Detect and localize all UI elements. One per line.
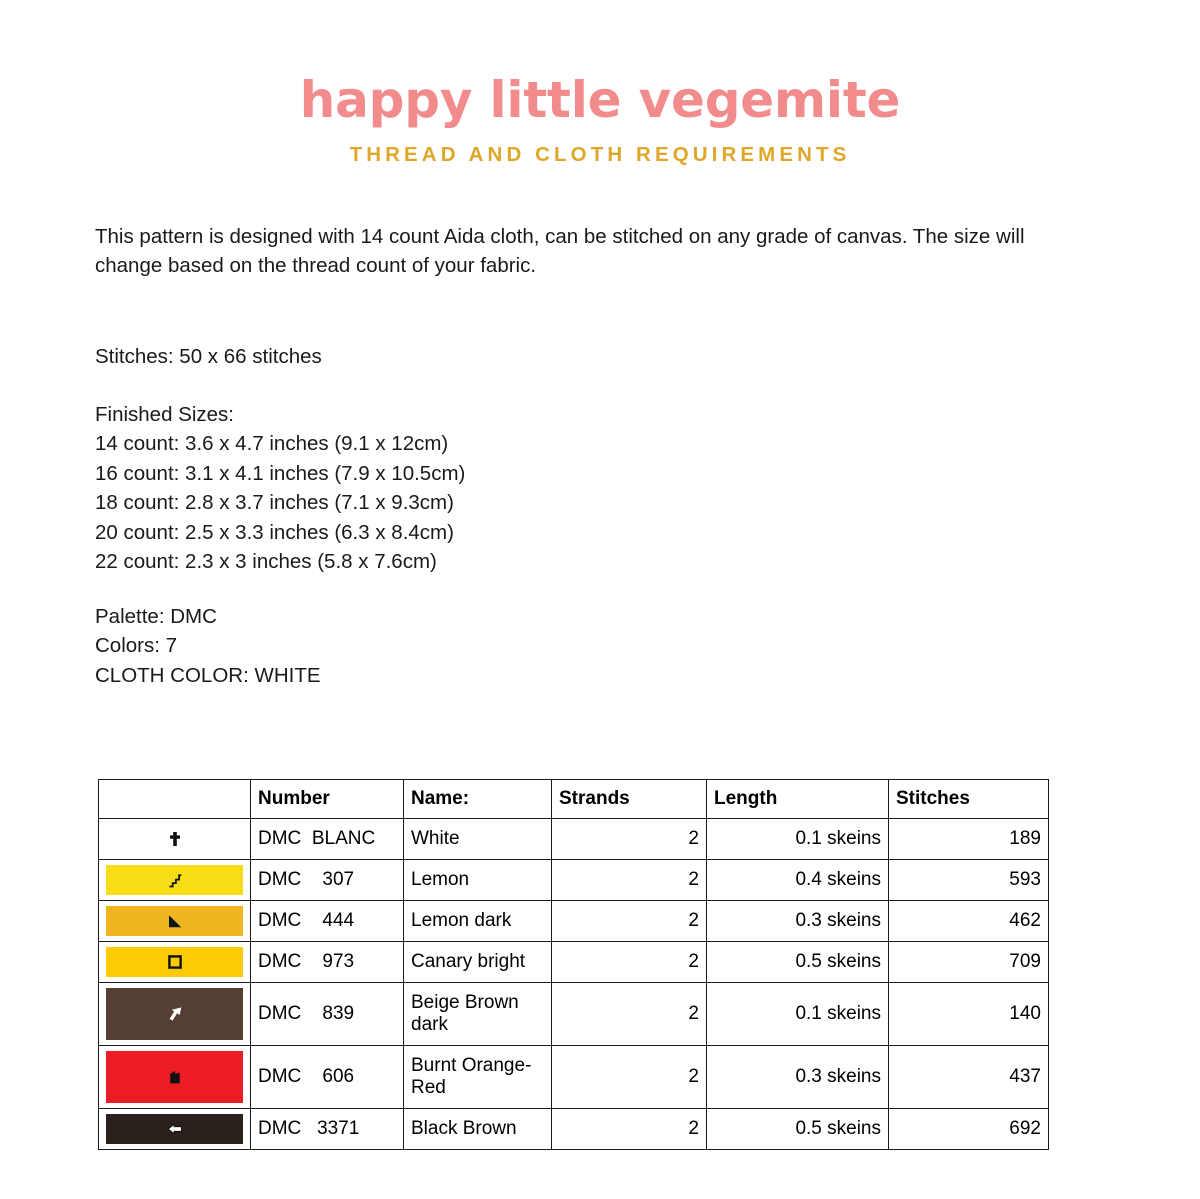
color-swatch <box>106 824 243 854</box>
cell-stitches: 437 <box>889 1046 1049 1109</box>
finished-sizes-label: Finished Sizes: <box>95 403 235 426</box>
column-header-length: Length <box>707 780 889 819</box>
arrow-up-right-symbol <box>166 1005 184 1023</box>
color-swatch <box>106 1114 243 1144</box>
thread-swatch-cell <box>99 1109 251 1150</box>
cell-strands: 2 <box>552 983 707 1046</box>
cell-strands: 2 <box>552 819 707 860</box>
cell-name: Lemon <box>404 860 552 901</box>
cell-length: 0.1 skeins <box>707 819 889 860</box>
cell-stitches: 709 <box>889 942 1049 983</box>
stitch-count-block <box>95 342 1085 371</box>
palette-info-block <box>95 602 1085 690</box>
finished-size-14: 14 count: 3.6 x 4.7 inches (9.1 x 12cm) <box>95 432 449 456</box>
cloth-color-text: CLOTH COLOR: WHITE <box>95 663 321 687</box>
thread-swatch-cell <box>99 1046 251 1109</box>
cell-length: 0.3 skeins <box>707 901 889 942</box>
document-header <box>0 0 1200 167</box>
thread-requirements-table <box>98 779 1049 1150</box>
arrow-left-symbol <box>166 1120 184 1138</box>
thread-swatch-cell <box>99 901 251 942</box>
cell-number: DMC 3371 <box>251 1109 404 1150</box>
staircase-symbol <box>166 871 184 889</box>
thread-swatch-cell <box>99 983 251 1046</box>
thread-swatch-cell <box>99 942 251 983</box>
table-header-row <box>99 780 1049 819</box>
cell-stitches: 692 <box>889 1109 1049 1150</box>
cell-number: DMC 973 <box>251 942 404 983</box>
table-row <box>99 1109 1049 1150</box>
color-swatch <box>106 947 243 977</box>
color-swatch <box>106 865 243 895</box>
house-symbol <box>166 1068 184 1086</box>
cell-number: DMC 839 <box>251 983 404 1046</box>
column-header-stitches: Stitches <box>889 780 1049 819</box>
finished-size-18: 18 count: 2.8 x 3.7 inches (7.1 x 9.3cm) <box>95 491 454 515</box>
color-swatch <box>106 906 243 936</box>
finished-size-20: 20 count: 2.5 x 3.3 inches (6.3 x 8.4cm) <box>95 520 454 544</box>
cell-strands: 2 <box>552 860 707 901</box>
thread-requirements-table-wrap <box>98 779 1048 1150</box>
table-body <box>99 819 1049 1150</box>
column-header-swatch <box>99 780 251 819</box>
cell-length: 0.3 skeins <box>707 1046 889 1109</box>
finished-sizes-block <box>95 400 1085 576</box>
cell-number: DMC BLANC <box>251 819 404 860</box>
cross-symbol <box>166 830 184 848</box>
table-row <box>99 860 1049 901</box>
table-row <box>99 942 1049 983</box>
cell-stitches: 140 <box>889 983 1049 1046</box>
palette-text: Palette: DMC <box>95 605 217 628</box>
color-swatch <box>106 1051 243 1103</box>
cell-length: 0.5 skeins <box>707 942 889 983</box>
triangle-symbol <box>166 912 184 930</box>
cell-length: 0.4 skeins <box>707 860 889 901</box>
cell-name: Burnt Orange-Red <box>404 1046 552 1109</box>
cell-strands: 2 <box>552 1109 707 1150</box>
colors-count-text: Colors: 7 <box>95 634 178 658</box>
page-title: happy little vegemite <box>299 71 901 129</box>
table-row <box>99 983 1049 1046</box>
cell-name: Black Brown <box>404 1109 552 1150</box>
color-swatch <box>106 988 243 1040</box>
column-header-number: Number <box>251 780 404 819</box>
cell-name: Beige Brown dark <box>404 983 552 1046</box>
thread-swatch-cell <box>99 819 251 860</box>
cell-strands: 2 <box>552 1046 707 1109</box>
finished-size-22: 22 count: 2.3 x 3 inches (5.8 x 7.6cm) <box>95 550 437 574</box>
cell-length: 0.1 skeins <box>707 983 889 1046</box>
cell-strands: 2 <box>552 942 707 983</box>
cell-number: DMC 606 <box>251 1046 404 1109</box>
cell-number: DMC 444 <box>251 901 404 942</box>
page-subtitle: THREAD AND CLOTH REQUIREMENTS <box>349 142 851 166</box>
cell-length: 0.5 skeins <box>707 1109 889 1150</box>
cell-stitches: 189 <box>889 819 1049 860</box>
table-row <box>99 901 1049 942</box>
table-row <box>99 1046 1049 1109</box>
cell-stitches: 462 <box>889 901 1049 942</box>
column-header-strands: Strands <box>552 780 707 819</box>
intro-text: This pattern is designed with 14 count Aida cloth, can be stitched on any grade of canvas. The size will change based on the thread count of your fabric. <box>95 225 1025 278</box>
column-header-name: Name: <box>404 780 552 819</box>
cell-stitches: 593 <box>889 860 1049 901</box>
square-outline-symbol <box>166 953 184 971</box>
cell-name: Lemon dark <box>404 901 552 942</box>
stitch-count-text: Stitches: 50 x 66 stitches <box>95 345 322 368</box>
intro-paragraph <box>95 222 1085 280</box>
cell-name: White <box>404 819 552 860</box>
thread-swatch-cell <box>99 860 251 901</box>
cell-number: DMC 307 <box>251 860 404 901</box>
cell-name: Canary bright <box>404 942 552 983</box>
cell-strands: 2 <box>552 901 707 942</box>
table-row <box>99 819 1049 860</box>
finished-size-16: 16 count: 3.1 x 4.1 inches (7.9 x 10.5cm) <box>95 461 466 485</box>
